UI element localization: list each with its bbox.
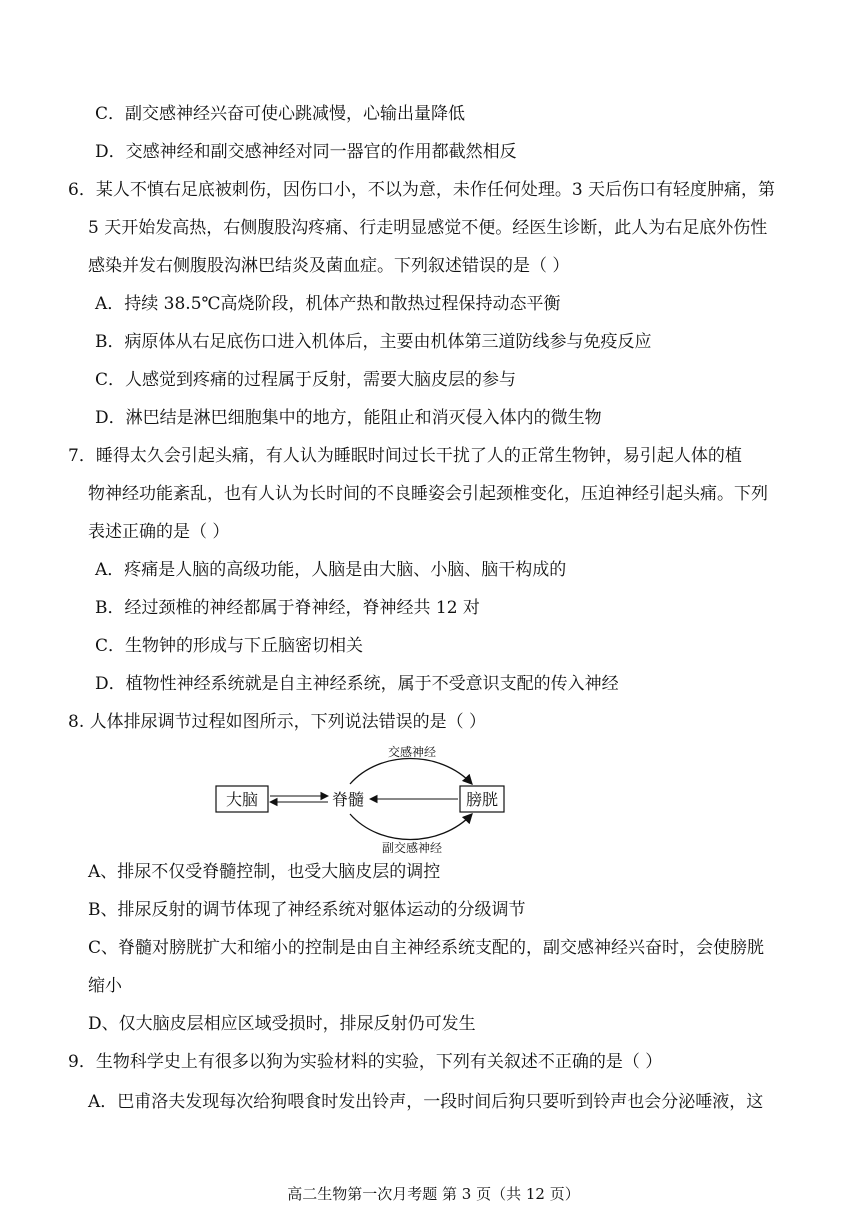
q8-option-d: D、仅大脑皮层相应区域受损时，排尿反射仍可发生 xyxy=(88,1014,476,1034)
urination-diagram-svg xyxy=(140,742,540,857)
q5-option-c: C．副交感神经兴奋可使心跳减慢，心输出量降低 xyxy=(95,104,466,124)
q6-option-d: D．淋巴结是淋巴细胞集中的地方，能阻止和消灭侵入体内的微生物 xyxy=(95,408,602,428)
q7-stem-line-1: 7．睡得太久会引起头痛，有人认为睡眠时间过长干扰了人的正常生物钟，易引起人体的植 xyxy=(68,446,742,466)
sympathetic-label: 交感神经 xyxy=(387,745,437,759)
brain-label: 大脑 xyxy=(225,790,259,809)
q7-option-a: A．疼痛是人脑的高级功能，人脑是由大脑、小脑、脑干构成的 xyxy=(95,560,567,580)
q5-option-d: D．交感神经和副交感神经对同一器官的作用都截然相反 xyxy=(95,142,517,162)
q6-option-c: C．人感觉到疼痛的过程属于反射，需要大脑皮层的参与 xyxy=(95,370,517,390)
q6-option-b: B．病原体从右足底伤口进入机体后，主要由机体第三道防线参与免疫反应 xyxy=(95,332,652,352)
q7-option-b: B．经过颈椎的神经都属于脊神经，脊神经共 12 对 xyxy=(95,598,480,618)
bladder-label: 膀胱 xyxy=(465,790,499,809)
q8-option-c-line-2: 缩小 xyxy=(88,976,122,996)
q6-stem-line-1: 6．某人不慎右足底被刺伤，因伤口小，不以为意，未作任何处理。3 天后伤口有轻度肿痛，第 xyxy=(68,180,776,200)
q9-option-a: A．巴甫洛夫发现每次给狗喂食时发出铃声，一段时间后狗只要听到铃声也会分泌唾液，这 xyxy=(88,1092,764,1112)
page-footer: 高二生物第一次月考题 第 3 页（共 12 页） xyxy=(287,1185,580,1203)
q7-stem-line-3: 表述正确的是（ ） xyxy=(88,522,230,542)
parasympathetic-curve xyxy=(350,814,472,840)
q8-option-b: B、排尿反射的调节体现了神经系统对躯体运动的分级调节 xyxy=(88,900,526,920)
parasympathetic-label: 副交感神经 xyxy=(381,841,443,855)
q7-option-c: C．生物钟的形成与下丘脑密切相关 xyxy=(95,636,364,656)
sympathetic-curve xyxy=(350,759,472,785)
q7-stem-line-2: 物神经功能紊乱，也有人认为长时间的不良睡姿会引起颈椎变化，压迫神经引起头痛。下列 xyxy=(88,484,768,504)
q9-stem: 9．生物科学史上有很多以狗为实验材料的实验，下列有关叙述不正确的是（ ） xyxy=(68,1052,663,1072)
q8-stem: 8. 人体排尿调节过程如图所示，下列说法错误的是（ ） xyxy=(68,712,487,732)
q6-stem-line-3: 感染并发右侧腹股沟淋巴结炎及菌血症。下列叙述错误的是（ ） xyxy=(88,256,570,276)
q7-option-d: D．植物性神经系统就是自主神经系统，属于不受意识支配的传入神经 xyxy=(95,674,619,694)
q8-option-c-line-1: C、脊髓对膀胱扩大和缩小的控制是由自主神经系统支配的，副交感神经兴奋时，会使膀胱 xyxy=(88,938,765,958)
q6-stem-line-2: 5 天开始发高热，右侧腹股沟疼痛、行走明显感觉不便。经医生诊断，此人为右足底外伤性 xyxy=(88,218,768,238)
spinal-cord-label: 脊髓 xyxy=(331,790,365,809)
urination-diagram xyxy=(140,742,540,857)
q6-option-a: A．持续 38.5℃高烧阶段，机体产热和散热过程保持动态平衡 xyxy=(95,294,561,314)
q8-option-a: A、排尿不仅受脊髓控制，也受大脑皮层的调控 xyxy=(88,862,441,882)
